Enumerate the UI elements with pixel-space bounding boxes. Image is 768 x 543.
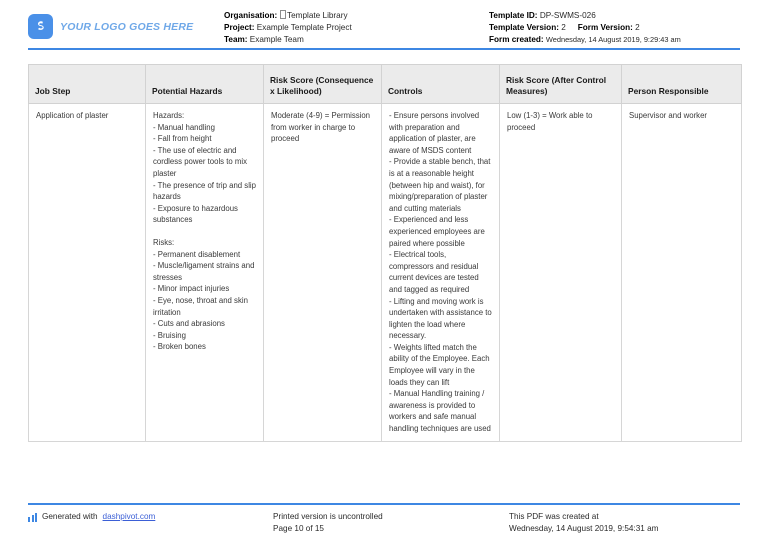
cell-text-line: - Fall from height [153, 134, 212, 144]
footer-generated-with [28, 511, 273, 523]
project-value: Example Template Project [256, 23, 352, 33]
document-footer [28, 511, 740, 535]
template-version-label: Template Version: [489, 23, 559, 33]
cell-controls [382, 104, 500, 442]
team-value: Example Team [249, 35, 304, 45]
page-number: Page 10 of 15 [273, 524, 324, 533]
template-id-value: DP-SWMS-026 [539, 11, 596, 20]
cell-job-step: Application of plaster [29, 104, 146, 442]
header-field-form-created [489, 34, 740, 46]
form-created-value: Wednesday, 14 August 2019, 9:29:43 am [545, 35, 681, 45]
cell-text-line: Hazards: [153, 111, 185, 120]
cell-text-line: - Minor impact injuries [153, 284, 230, 294]
cell-text-line: - Muscle/ligament strains and stresses [153, 261, 255, 282]
cell-risk-score-before: Moderate (4-9) = Permission from worker in charge to proceed [264, 104, 382, 442]
template-version-value: 2 [561, 23, 566, 33]
company-logo-icon [28, 14, 53, 39]
cell-text-line: - Electrical tools, compressors and residual current devices are tested and tagged as required [389, 250, 479, 294]
header-field-team [224, 34, 489, 46]
cell-potential-hazards [146, 104, 264, 442]
cell-text-line: - The presence of trip and slip hazards [153, 180, 257, 202]
document-header [28, 10, 740, 46]
team-label: Team: [224, 35, 248, 45]
header-field-versions [489, 22, 740, 34]
cell-text-line: - Broken bones [153, 342, 206, 352]
footer-divider [28, 503, 740, 505]
cell-text-line: - Exposure to hazardous substances [153, 203, 238, 225]
cell-text-line: - Ensure persons involved with preparation and application of plaster, are aware of MSDS content [389, 111, 480, 155]
form-version-value: 2 [635, 23, 640, 33]
cell-text-line: - Weights lifted match the ability of the Employee. Each Employee will vary in the loads they can lift [389, 342, 490, 387]
form-version-label: Form Version: [577, 23, 633, 33]
missing-glyph-icon [280, 10, 287, 19]
cell-text-line: Risks: [153, 237, 175, 247]
pdf-created-value: Wednesday, 14 August 2019, 9:54:31 am [509, 524, 659, 533]
cell-text-line: - Provide a stable bench, that is at a reasonable height (between hip and waist), for mixing/preparation of plaster and cutting materials [389, 157, 491, 213]
template-id-label: Template ID: [489, 11, 538, 20]
column-header-person-responsible: Person Responsible [622, 65, 742, 104]
pdf-created-label: This PDF was created at [509, 512, 599, 521]
cell-text-line: - Experienced and less experienced employees are paired where possible [389, 215, 485, 248]
form-created-label: Form created: [489, 35, 544, 45]
cell-text-line: - Permanent disablement [153, 249, 241, 259]
bar-chart-icon [28, 513, 37, 522]
logo-placeholder-text: YOUR LOGO GOES HERE [60, 20, 194, 33]
cell-text-line: - Manual Handling training / awareness is provided to workers and safe manual handling techniques are used [389, 389, 491, 434]
cell-text-line: - The use of electric and cordless power tools to mix plaster [153, 145, 248, 178]
cell-text-line: - Eye, nose, throat and skin irritation [153, 295, 248, 317]
header-field-project [224, 22, 489, 34]
swms-table [28, 64, 742, 442]
cell-text-line: - Lifting and moving work is undertaken with assistance to lighten the load where necessary. [389, 296, 492, 341]
column-header-risk-score-after: Risk Score (After Control Measures) [500, 65, 622, 104]
cell-text-line: - Manual handling [153, 122, 215, 132]
table-row [29, 104, 742, 442]
swms-table-container [28, 64, 741, 442]
project-label: Project: [224, 23, 255, 33]
header-meta-left [224, 10, 489, 46]
organisation-label: Organisation: [224, 11, 278, 20]
table-header-row [29, 65, 742, 104]
cell-text-line [153, 226, 256, 237]
header-meta-right [489, 10, 740, 46]
column-header-controls: Controls [382, 65, 500, 104]
dashpivot-link[interactable]: dashpivot.com [102, 512, 156, 521]
cell-text-line: - Cuts and abrasions [153, 319, 225, 329]
cell-risk-score-after: Low (1-3) = Work able to proceed [500, 104, 622, 442]
printed-version-notice: Printed version is uncontrolled [273, 512, 383, 521]
logo-block [28, 10, 224, 39]
column-header-job-step: Job Step [29, 65, 146, 104]
organisation-value: Template Library [287, 11, 348, 20]
header-field-template-id [489, 10, 740, 22]
cell-person-responsible: Supervisor and worker [622, 104, 742, 442]
cell-text-line: - Bruising [153, 330, 186, 340]
column-header-risk-score-before: Risk Score (Consequence x Likelihood) [264, 65, 382, 104]
header-field-organisation [224, 10, 489, 22]
column-header-potential-hazards: Potential Hazards [146, 65, 264, 104]
footer-print-info [273, 511, 509, 535]
header-divider [28, 48, 740, 50]
generated-with-label: Generated with [42, 512, 98, 521]
footer-pdf-info [509, 511, 740, 535]
